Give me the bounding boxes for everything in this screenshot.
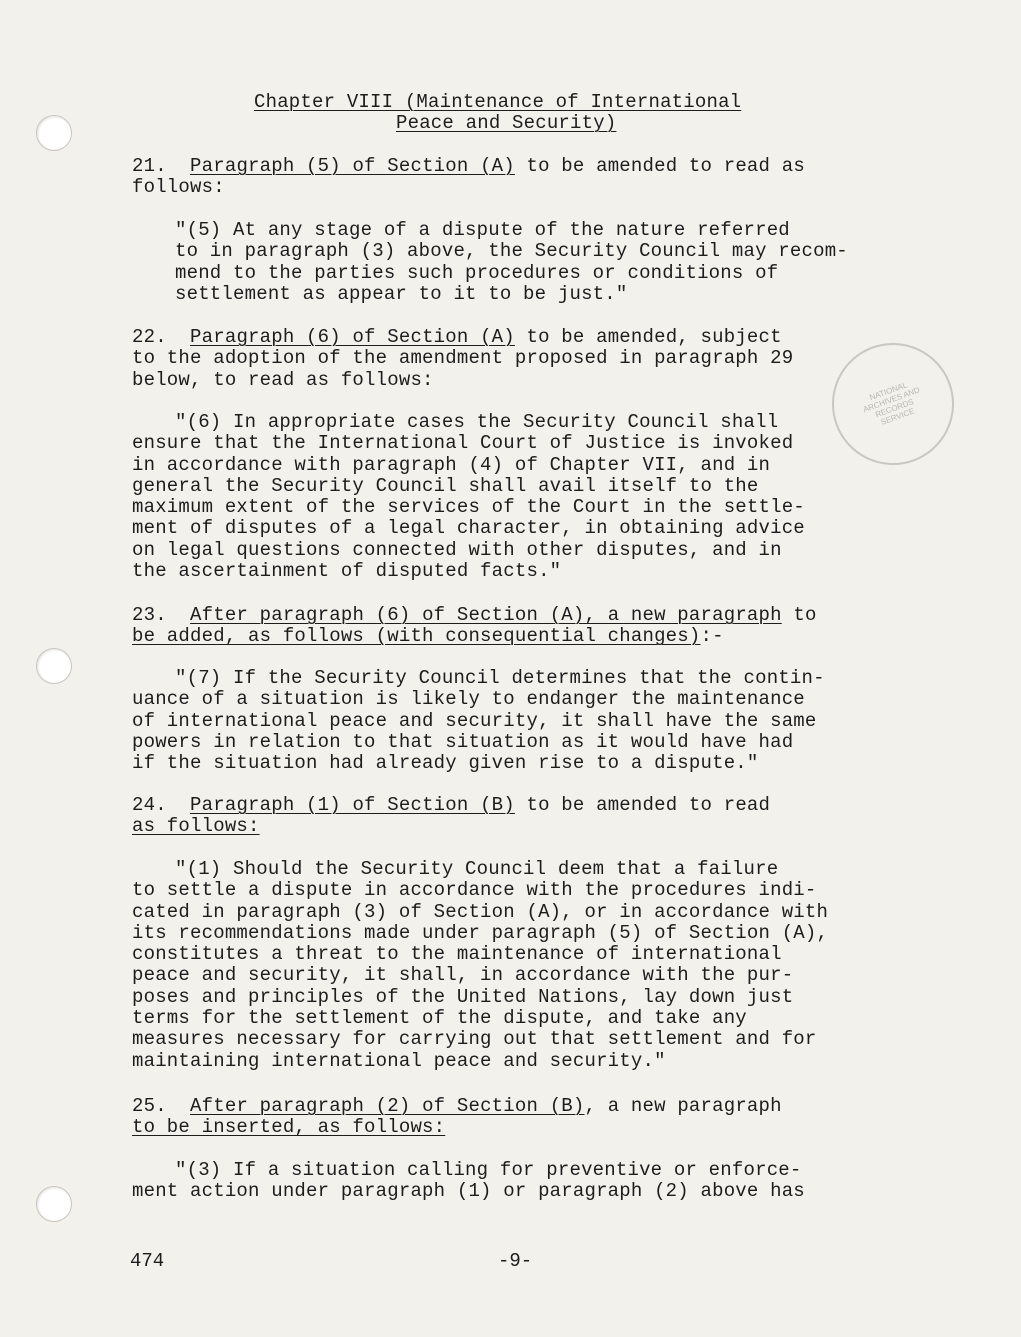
chapter-title-line1: Chapter VIII (Maintenance of International xyxy=(254,91,742,113)
paragraph-number: 21. xyxy=(132,155,167,177)
paragraph-heading-line2: be added, as follows (with consequential changes) xyxy=(132,625,701,648)
quote-22 xyxy=(132,412,912,582)
quote-23-text: "(7) If the Security Council determines that the contin- uance of a situation is likely to endanger the maintenance of international peace and security, it shall have the same powers in relation to that situation as it would have had if the situation had already given rise to a dispute." xyxy=(132,667,825,775)
paragraph-heading-line2-rest: :- xyxy=(700,625,724,648)
paragraph-heading-rest: to be amended to read as xyxy=(514,155,805,177)
paragraph-heading-line2: to the adoption of the amendment proposed in paragraph 29 below, to read as follows: xyxy=(132,347,794,391)
paragraph-heading: After paragraph (6) of Section (A), a new paragraph xyxy=(190,604,782,626)
archives-stamp-text: NATIONAL ARCHIVES AND RECORDS SERVICE xyxy=(861,380,921,427)
paragraph-heading: Paragraph (6) of Section (A) xyxy=(190,326,515,348)
paragraph-25 xyxy=(132,1096,912,1139)
quote-24 xyxy=(132,859,912,1072)
quote-24-text: "(1) Should the Security Council deem that a failure to settle a dispute in accordance with the procedures indi- cated in paragraph (3) of Section (A), or in accordance with its recommendations made under paragraph (5) of Section (A), constitutes a threat to the maintenance of international peace and security, it shall, in accordance with the pur- poses and principles of the United Nations, lay down just terms for the settlement of the dispute, and take any measures necessary for carrying out that settlement and for maintaining international peace and security." xyxy=(132,858,829,1072)
document-number: 474 xyxy=(130,1250,165,1272)
paragraph-heading: Paragraph (5) of Section (A) xyxy=(190,155,515,177)
punch-hole xyxy=(36,115,72,151)
paragraph-heading-line2: follows: xyxy=(132,176,225,199)
paragraph-number: 23. xyxy=(132,604,167,626)
paragraph-22 xyxy=(132,327,912,391)
quote-25-text: "(3) If a situation calling for preventive or enforce- ment action under paragraph (1) or paragraph (2) above has xyxy=(132,1159,805,1203)
chapter-title-line2: Peace and Security) xyxy=(396,112,617,134)
paragraph-heading-rest: to xyxy=(781,604,817,626)
paragraph-heading-rest: to be amended to read xyxy=(514,794,771,816)
quote-21: "(5) At any stage of a dispute of the nature referred to in paragraph (3) above, the Security Council may recom- mend to the parties such procedures or conditions of settlement as appear to it to be just." xyxy=(175,219,848,305)
quote-25 xyxy=(132,1160,912,1203)
page-number: -9- xyxy=(498,1250,533,1272)
paragraph-number: 22. xyxy=(132,326,167,348)
chapter-title xyxy=(254,92,741,134)
paragraph-21 xyxy=(132,156,912,199)
punch-hole xyxy=(36,1186,72,1222)
paragraph-number: 24. xyxy=(132,794,167,816)
paragraph-heading-rest: , a new paragraph xyxy=(584,1095,782,1117)
paragraph-heading: Paragraph (1) of Section (B) xyxy=(190,794,515,816)
paragraph-heading-line2: to be inserted, as follows: xyxy=(132,1116,446,1139)
paragraph-24 xyxy=(132,795,912,838)
punch-hole xyxy=(36,648,72,684)
paragraph-heading-rest: to be amended, subject xyxy=(514,326,782,348)
paragraph-23 xyxy=(132,605,912,648)
quote-22-text: "(6) In appropriate cases the Security Council shall ensure that the International Court of Justice is invoked in accordance with paragraph (4) of Chapter VII, and in general the Security Council shall avail itself to the maximum extent of the services of the Court in the settle- ment of disputes of a legal character, in obtaining advice on legal questions connected with other disputes, and in the ascertainment of disputed facts." xyxy=(132,411,805,583)
paragraph-number: 25. xyxy=(132,1095,167,1117)
paragraph-heading-line2: as follows: xyxy=(132,815,260,838)
paragraph-heading: After paragraph (2) of Section (B) xyxy=(190,1095,585,1117)
quote-23 xyxy=(132,668,912,774)
